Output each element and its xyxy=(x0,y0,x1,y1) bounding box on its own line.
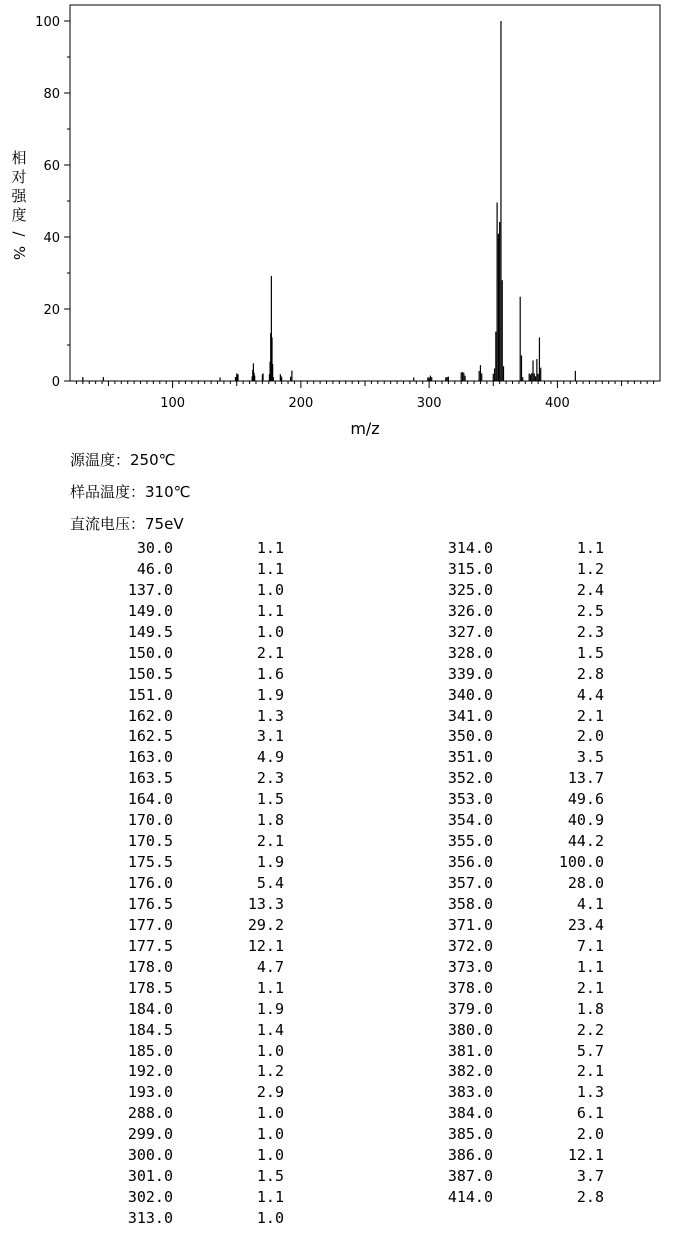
abundance-value: 13.7 xyxy=(567,769,604,788)
table-row xyxy=(0,832,290,853)
table-row xyxy=(0,1021,290,1042)
y-tick-label: 20 xyxy=(43,303,60,318)
abundance-value: 2.8 xyxy=(576,664,604,683)
y-tick-label: 40 xyxy=(43,231,60,246)
mz-value: 185.0 xyxy=(127,1041,173,1060)
abundance-value: 2.1 xyxy=(256,643,284,662)
abundance-value: 7.1 xyxy=(576,936,604,955)
mz-value: 387.0 xyxy=(447,1167,493,1186)
y-axis xyxy=(35,15,70,390)
mz-value: 350.0 xyxy=(447,727,493,746)
table-row xyxy=(0,916,290,937)
mz-value: 379.0 xyxy=(447,999,493,1018)
abundance-value: 1.1 xyxy=(576,539,604,557)
table-row xyxy=(0,895,290,916)
abundance-value: 1.0 xyxy=(256,1209,284,1227)
abundance-value: 100.0 xyxy=(558,853,604,872)
table-row xyxy=(0,665,290,686)
table-row xyxy=(320,602,610,623)
abundance-value: 1.8 xyxy=(256,811,284,830)
table-row xyxy=(320,1042,610,1063)
mz-value: 380.0 xyxy=(447,1020,493,1039)
mz-value: 355.0 xyxy=(447,832,493,851)
table-row xyxy=(0,958,290,979)
table-row xyxy=(0,1125,290,1146)
abundance-value: 4.7 xyxy=(256,957,284,976)
abundance-value: 3.1 xyxy=(256,727,284,746)
mz-value: 176.5 xyxy=(127,894,173,913)
abundance-value: 2.0 xyxy=(576,1125,604,1144)
mz-value: 381.0 xyxy=(447,1041,493,1060)
mz-value: 353.0 xyxy=(447,790,493,809)
abundance-value: 1.0 xyxy=(256,1041,284,1060)
table-row xyxy=(320,748,610,769)
mz-value: 151.0 xyxy=(127,685,173,704)
table-row xyxy=(320,769,610,790)
mz-value: 414.0 xyxy=(447,1188,493,1207)
mz-value: 178.5 xyxy=(127,978,173,997)
table-row xyxy=(320,916,610,937)
mz-value: 325.0 xyxy=(447,580,493,599)
abundance-value: 5.7 xyxy=(576,1041,604,1060)
abundance-value: 1.6 xyxy=(256,664,284,683)
abundance-value: 1.2 xyxy=(256,1062,284,1081)
abundance-value: 1.1 xyxy=(576,957,604,976)
abundance-value: 2.5 xyxy=(576,601,604,620)
table-row xyxy=(320,958,610,979)
x-axis xyxy=(76,381,653,411)
plot-frame xyxy=(70,5,660,381)
y-tick-label: 80 xyxy=(43,87,60,102)
mz-value: 175.5 xyxy=(127,853,173,872)
mz-value: 137.0 xyxy=(127,580,173,599)
table-row xyxy=(0,1062,290,1083)
table-row xyxy=(0,874,290,895)
abundance-value: 1.9 xyxy=(256,999,284,1018)
mz-value: 383.0 xyxy=(447,1083,493,1102)
table-row xyxy=(0,979,290,1000)
sample-temperature: 样品温度：310℃ xyxy=(70,483,191,501)
table-row xyxy=(0,790,290,811)
y-tick-label: 0 xyxy=(51,375,60,390)
abundance-value: 12.1 xyxy=(247,936,284,955)
mz-value: 339.0 xyxy=(447,664,493,683)
abundance-value: 1.0 xyxy=(256,580,284,599)
dc-voltage: 直流电压：75eV xyxy=(70,515,184,533)
mz-value: 341.0 xyxy=(447,706,493,725)
table-row xyxy=(320,937,610,958)
abundance-value: 2.3 xyxy=(256,769,284,788)
mz-value: 162.5 xyxy=(127,727,173,746)
y-tick-label: 60 xyxy=(43,159,60,174)
abundance-value: 5.4 xyxy=(256,874,284,892)
abundance-value: 1.1 xyxy=(256,539,284,557)
table-row xyxy=(320,1083,610,1104)
mz-value: 288.0 xyxy=(127,1104,173,1123)
table-row xyxy=(0,769,290,790)
mz-value: 378.0 xyxy=(447,978,493,997)
peak-table-left xyxy=(0,539,290,1230)
table-row xyxy=(0,1104,290,1125)
y-axis-label-char: 度 xyxy=(11,206,27,224)
table-row xyxy=(320,1062,610,1083)
table-row xyxy=(0,707,290,728)
y-axis-label-char: % xyxy=(10,245,28,261)
abundance-value: 1.1 xyxy=(256,1188,284,1207)
mz-value: 193.0 xyxy=(127,1083,173,1102)
abundance-value: 1.0 xyxy=(256,1125,284,1144)
table-row xyxy=(320,874,610,895)
abundance-value: 23.4 xyxy=(567,915,604,934)
mz-value: 176.0 xyxy=(127,874,173,892)
mz-value: 357.0 xyxy=(447,874,493,892)
mz-value: 314.0 xyxy=(447,539,493,557)
table-row xyxy=(320,790,610,811)
table-row xyxy=(0,560,290,581)
mz-value: 373.0 xyxy=(447,957,493,976)
mz-value: 164.0 xyxy=(127,790,173,809)
abundance-value: 4.4 xyxy=(576,685,604,704)
table-row xyxy=(320,811,610,832)
mz-value: 371.0 xyxy=(447,915,493,934)
abundance-value: 1.3 xyxy=(256,706,284,725)
abundance-value: 13.3 xyxy=(247,894,284,913)
mz-value: 385.0 xyxy=(447,1125,493,1144)
mz-value: 299.0 xyxy=(127,1125,173,1144)
abundance-value: 29.2 xyxy=(247,915,284,934)
table-row xyxy=(0,602,290,623)
abundance-value: 49.6 xyxy=(567,790,604,809)
abundance-value: 1.5 xyxy=(576,643,604,662)
peak-bars xyxy=(83,21,576,381)
abundance-value: 3.7 xyxy=(576,1167,604,1186)
table-row xyxy=(0,853,290,874)
mz-value: 327.0 xyxy=(447,622,493,641)
table-row xyxy=(320,1000,610,1021)
abundance-value: 2.0 xyxy=(576,727,604,746)
mz-value: 382.0 xyxy=(447,1062,493,1081)
mz-value: 30.0 xyxy=(136,539,173,557)
mz-value: 351.0 xyxy=(447,748,493,767)
abundance-value: 1.1 xyxy=(256,978,284,997)
abundance-value: 2.3 xyxy=(576,622,604,641)
table-row xyxy=(320,644,610,665)
abundance-value: 2.9 xyxy=(256,1083,284,1102)
abundance-value: 4.9 xyxy=(256,748,284,767)
abundance-value: 2.1 xyxy=(576,978,604,997)
table-row xyxy=(320,623,610,644)
mz-value: 315.0 xyxy=(447,559,493,578)
table-row xyxy=(0,686,290,707)
table-row xyxy=(0,937,290,958)
table-row xyxy=(0,539,290,560)
abundance-value: 1.0 xyxy=(256,1104,284,1123)
abundance-value: 6.1 xyxy=(576,1104,604,1123)
mz-value: 354.0 xyxy=(447,811,493,830)
y-axis-label-char: 对 xyxy=(11,168,27,186)
abundance-value: 1.0 xyxy=(256,1146,284,1165)
mz-value: 372.0 xyxy=(447,936,493,955)
mz-value: 170.0 xyxy=(127,811,173,830)
x-tick-label: 200 xyxy=(288,396,314,411)
mz-value: 149.5 xyxy=(127,622,173,641)
table-row xyxy=(0,1188,290,1209)
mz-value: 149.0 xyxy=(127,601,173,620)
mz-value: 340.0 xyxy=(447,685,493,704)
table-row xyxy=(0,727,290,748)
table-row xyxy=(320,1021,610,1042)
mz-value: 150.0 xyxy=(127,643,173,662)
mz-value: 384.0 xyxy=(447,1104,493,1123)
abundance-value: 2.8 xyxy=(576,1188,604,1207)
y-axis-label xyxy=(10,149,28,260)
abundance-value: 1.2 xyxy=(576,559,604,578)
mz-value: 358.0 xyxy=(447,894,493,913)
y-axis-label-char: 相 xyxy=(11,149,27,167)
mz-value: 177.0 xyxy=(127,915,173,934)
abundance-value: 44.2 xyxy=(567,832,604,851)
abundance-value: 1.5 xyxy=(256,790,284,809)
table-row xyxy=(0,1000,290,1021)
abundance-value: 1.1 xyxy=(256,559,284,578)
abundance-value: 1.9 xyxy=(256,685,284,704)
abundance-value: 2.2 xyxy=(576,1020,604,1039)
table-row xyxy=(0,748,290,769)
x-tick-label: 400 xyxy=(544,396,570,411)
table-row xyxy=(320,539,610,560)
table-row xyxy=(320,665,610,686)
y-tick-label: 100 xyxy=(35,15,60,30)
table-row xyxy=(0,811,290,832)
table-row xyxy=(0,581,290,602)
mz-value: 313.0 xyxy=(127,1209,173,1227)
table-row xyxy=(320,727,610,748)
mz-value: 177.5 xyxy=(127,936,173,955)
abundance-value: 1.8 xyxy=(576,999,604,1018)
table-row xyxy=(0,1167,290,1188)
table-row xyxy=(0,1083,290,1104)
abundance-value: 3.5 xyxy=(576,748,604,767)
table-row xyxy=(0,644,290,665)
table-row xyxy=(320,1125,610,1146)
mz-value: 46.0 xyxy=(136,559,173,578)
table-row xyxy=(320,895,610,916)
mz-value: 150.5 xyxy=(127,664,173,683)
abundance-value: 28.0 xyxy=(567,874,604,892)
mz-value: 178.0 xyxy=(127,957,173,976)
x-tick-label: 100 xyxy=(160,396,186,411)
abundance-value: 2.1 xyxy=(576,1062,604,1081)
mz-value: 386.0 xyxy=(447,1146,493,1165)
mz-value: 184.0 xyxy=(127,999,173,1018)
source-temperature: 源温度：250℃ xyxy=(70,451,176,469)
table-row xyxy=(320,1188,610,1209)
mz-value: 301.0 xyxy=(127,1167,173,1186)
abundance-value: 1.0 xyxy=(256,622,284,641)
table-row xyxy=(0,1042,290,1063)
y-axis-label-char: / xyxy=(10,231,28,237)
abundance-value: 12.1 xyxy=(567,1146,604,1165)
table-row xyxy=(320,1167,610,1188)
table-row xyxy=(0,1146,290,1167)
mz-value: 302.0 xyxy=(127,1188,173,1207)
table-row xyxy=(0,623,290,644)
table-row xyxy=(320,707,610,728)
mz-value: 328.0 xyxy=(447,643,493,662)
mz-value: 300.0 xyxy=(127,1146,173,1165)
mz-value: 352.0 xyxy=(447,769,493,788)
table-row xyxy=(320,979,610,1000)
table-row xyxy=(320,853,610,874)
abundance-value: 2.1 xyxy=(576,706,604,725)
table-row xyxy=(0,1209,290,1230)
abundance-value: 1.1 xyxy=(256,601,284,620)
mz-value: 163.0 xyxy=(127,748,173,767)
abundance-value: 2.1 xyxy=(256,832,284,851)
abundance-value: 1.9 xyxy=(256,853,284,872)
abundance-value: 1.4 xyxy=(256,1020,284,1039)
mz-value: 170.5 xyxy=(127,832,173,851)
table-row xyxy=(320,832,610,853)
abundance-value: 4.1 xyxy=(576,894,604,913)
abundance-value: 40.9 xyxy=(567,811,604,830)
table-row xyxy=(320,560,610,581)
mz-value: 184.5 xyxy=(127,1020,173,1039)
x-tick-label: 300 xyxy=(416,396,442,411)
x-axis-label: m/z xyxy=(350,419,380,438)
mz-value: 356.0 xyxy=(447,853,493,872)
mz-value: 326.0 xyxy=(447,601,493,620)
abundance-value: 2.4 xyxy=(576,580,604,599)
abundance-value: 1.5 xyxy=(256,1167,284,1186)
mz-value: 192.0 xyxy=(127,1062,173,1081)
peak-table-right xyxy=(320,539,610,1209)
table-row xyxy=(320,581,610,602)
table-row xyxy=(320,686,610,707)
mz-value: 162.0 xyxy=(127,706,173,725)
y-axis-label-char: 强 xyxy=(11,187,27,205)
abundance-value: 1.3 xyxy=(576,1083,604,1102)
table-row xyxy=(320,1146,610,1167)
table-row xyxy=(320,1104,610,1125)
mass-spectrum-chart xyxy=(0,0,680,445)
mz-value: 163.5 xyxy=(127,769,173,788)
